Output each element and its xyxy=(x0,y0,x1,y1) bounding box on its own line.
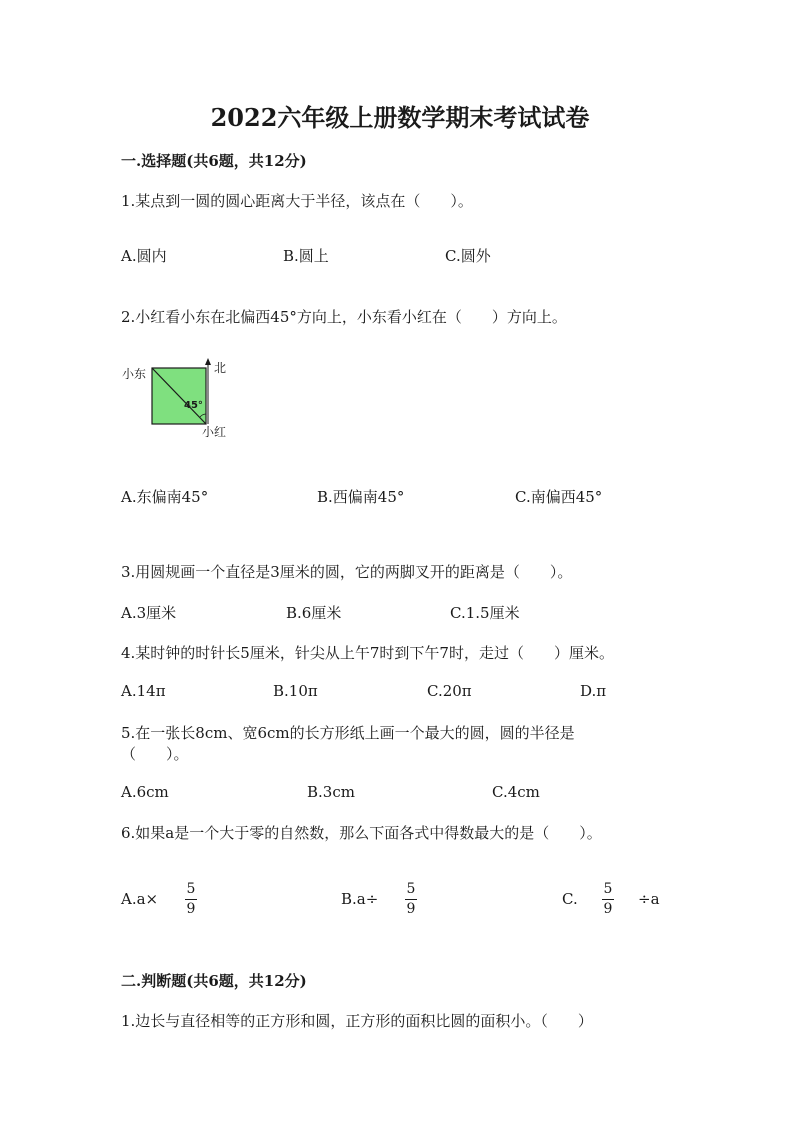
question-2-option-a: A.东偏南45° xyxy=(121,488,209,506)
question-6-option-c-prefix: C. xyxy=(562,890,578,908)
label-xiaohong: 小红 xyxy=(202,425,227,439)
question-5-option-a: A.6cm xyxy=(121,783,169,801)
question-1-option-b: B.圆上 xyxy=(283,247,329,265)
fraction-denominator: 9 xyxy=(186,901,196,917)
question-1-option-a: A.圆内 xyxy=(121,247,167,265)
fraction-bar xyxy=(602,899,614,900)
question-6-stem: 6.如果a是一个大于零的自然数，那么下面各式中得数最大的是（ ）。 xyxy=(121,824,602,842)
question-5-stem-line1: 5.在一张长8cm、宽6cm的长方形纸上画一个最大的圆，圆的半径是 xyxy=(121,724,575,742)
question-1-stem: 1.某点到一圆的圆心距离大于半径，该点在（ ）。 xyxy=(121,192,473,210)
section-heading-judgement: 二.判断题(共6题，共12分) xyxy=(121,972,307,990)
fraction-denominator: 9 xyxy=(603,901,613,917)
question-6-option-a-fraction xyxy=(185,881,197,918)
north-arrow-icon xyxy=(205,358,211,365)
question-2-stem: 2.小红看小东在北偏西45°方向上，小东看小红在（ ）方向上。 xyxy=(121,308,567,326)
question-1-option-c: C.圆外 xyxy=(445,247,491,265)
label-xiaodong: 小东 xyxy=(122,367,147,381)
fraction-numerator: 5 xyxy=(186,881,196,897)
question-4-option-a: A.14π xyxy=(121,682,166,700)
judgement-1-stem: 1.边长与直径相等的正方形和圆，正方形的面积比圆的面积小。（ ） xyxy=(121,1012,593,1030)
question-6-option-a-prefix: A.a× xyxy=(121,890,159,908)
question-5-stem-line2: （ ）。 xyxy=(121,745,189,763)
question-6-option-c-suffix: ÷a xyxy=(638,890,660,908)
fraction-numerator: 5 xyxy=(406,881,416,897)
question-5-option-b: B.3cm xyxy=(307,783,355,801)
question-3-option-b: B.6厘米 xyxy=(286,604,342,622)
question-3-option-c: C.1.5厘米 xyxy=(450,604,520,622)
question-6-option-b-fraction xyxy=(405,881,417,918)
question-6-option-c-fraction xyxy=(602,881,614,918)
question-3-option-a: A.3厘米 xyxy=(121,604,177,622)
fraction-numerator: 5 xyxy=(603,881,613,897)
question-4-option-b: B.10π xyxy=(273,682,318,700)
question-2-option-b: B.西偏南45° xyxy=(317,488,405,506)
direction-diagram xyxy=(118,356,248,442)
question-3-stem: 3.用圆规画一个直径是3厘米的圆，它的两脚叉开的距离是（ ）。 xyxy=(121,563,573,581)
page-title: 2022六年级上册数学期末考试试卷 xyxy=(210,103,590,132)
fraction-bar xyxy=(185,899,197,900)
section-heading-choice: 一.选择题(共6题，共12分) xyxy=(121,152,307,170)
fraction-denominator: 9 xyxy=(406,901,416,917)
question-4-stem: 4.某时钟的时针长5厘米，针尖从上午7时到下午7时，走过（ ）厘米。 xyxy=(121,644,614,662)
question-5-option-c: C.4cm xyxy=(492,783,540,801)
label-north: 北 xyxy=(214,361,227,375)
fraction-bar xyxy=(405,899,417,900)
question-4-option-d: D.π xyxy=(580,682,607,700)
label-angle: 45° xyxy=(184,400,203,411)
question-4-option-c: C.20π xyxy=(427,682,472,700)
question-2-option-c: C.南偏西45° xyxy=(515,488,603,506)
question-6-option-b-prefix: B.a÷ xyxy=(341,890,379,908)
